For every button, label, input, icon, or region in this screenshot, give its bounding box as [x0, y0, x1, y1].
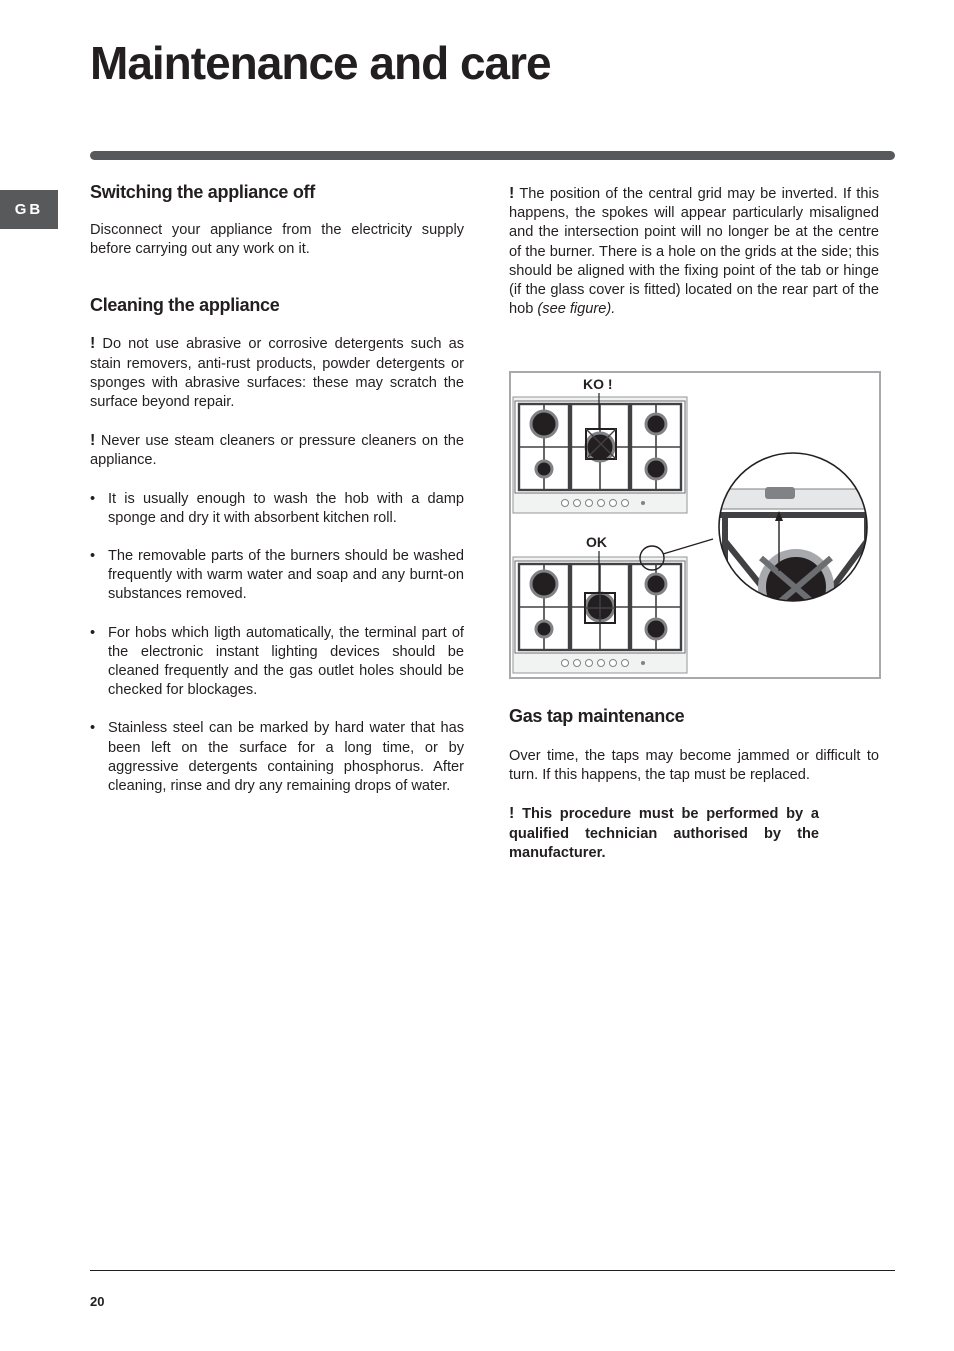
grid-note-text: The position of the central grid may be inverted. If this happens, the spokes will appear particularly misaligned and the intersection point will no longer be at the centre of the burner. There is a hole on the grids at the side; this should be aligned with the fixing point of the tab or hinge (if the glass cover is fitted) located on the rear part of the hob [509, 186, 880, 318]
gas-tap-section [509, 704, 879, 863]
right-column [509, 184, 879, 319]
language-tab: GB [0, 190, 58, 229]
exclamation-icon: ! [90, 335, 96, 353]
gas-tap-heading: Gas tap maintenance [509, 706, 685, 726]
ko-label: KO ! [583, 376, 613, 392]
page-title: Maintenance and care [90, 37, 551, 89]
gas-tap-warning [509, 804, 819, 863]
hob-ok-illustration [513, 557, 687, 673]
list-item: • For hobs which ligth automatically, the terminal part of the electronic instant lighting devices should be cleaned frequently and the gas outlet holes should be checked for blockages. [90, 624, 464, 701]
cleaning-warning-1-text: Do not use abrasive or corrosive detergents such as stain removers, anti-rust products, powder detergents or sponges with abrasive surfaces: these may scratch the surface beyond repair. [90, 336, 464, 411]
page-number: 20 [90, 1294, 105, 1309]
grid-alignment-figure [509, 371, 881, 679]
list-item: • Stainless steel can be marked by hard water that has been left on the surface for a long time, or by aggressive detergents containing phosphorus. After cleaning, rinse and dry any remaining drops of water. [90, 719, 464, 796]
footer-divider [90, 1270, 895, 1271]
grid-note [509, 184, 879, 319]
gas-tap-text: Over time, the taps may become jammed or difficult to turn. If this happens, the tap must be replaced. [509, 748, 879, 784]
ok-label: OK [586, 534, 607, 550]
cleaning-heading: Cleaning the appliance [90, 295, 280, 316]
cleaning-warning-2 [90, 431, 464, 470]
exclamation-icon: ! [509, 185, 515, 202]
cleaning-warning-2-text: Never use steam cleaners or pressure cleaners on the appliance. [90, 433, 464, 469]
switching-off-text: Disconnect your appliance from the electricity supply before carrying out any work on it. [90, 222, 464, 258]
left-column [90, 180, 464, 796]
header-divider [90, 151, 895, 160]
exclamation-icon: ! [90, 432, 96, 450]
cleaning-warning-1 [90, 334, 464, 412]
list-item: • The removable parts of the burners should be washed frequently with warm water and soap and any burnt-on substances removed. [90, 547, 464, 605]
hob-illustration [511, 373, 879, 677]
gas-tap-warning-text: This procedure must be performed by a qualified technician authorised by the manufacturer. [509, 806, 819, 861]
zoom-detail [711, 453, 879, 621]
exclamation-icon: ! [509, 805, 515, 823]
grid-note-see-figure: (see figure). [537, 301, 616, 318]
switching-off-section [90, 180, 464, 259]
switching-off-heading: Switching the appliance off [90, 182, 315, 202]
cleaning-section [90, 293, 464, 796]
cleaning-bullet-list [90, 490, 464, 797]
hob-ko-illustration [513, 397, 687, 513]
list-item: • It is usually enough to wash the hob with a damp sponge and dry it with absorbent kitchen roll. [90, 490, 464, 528]
